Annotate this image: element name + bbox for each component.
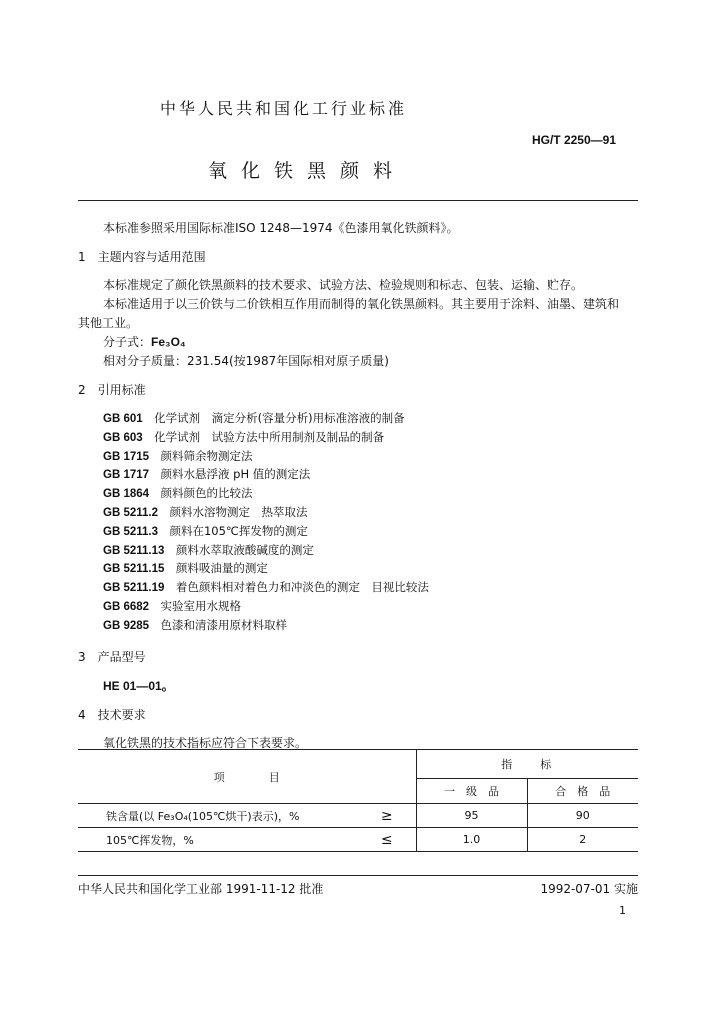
reference-code: GB 9285 (103, 619, 150, 632)
reference-item (103, 485, 253, 501)
reference-title: 颜料颜色的比较法 (160, 486, 253, 501)
formula-line (103, 333, 186, 350)
section-1-para-2-cont: 其他工业。 (78, 316, 139, 330)
table-header-item: 项 目 (78, 750, 416, 804)
reference-code: GB 5211.15 (103, 563, 165, 576)
reference-item (103, 542, 314, 558)
formula-label: 分子式： (103, 335, 152, 349)
section-2-heading: 2 引用标准 (78, 383, 146, 397)
section-4-intro: 氧化铁黑的技术指标应符合下表要求。 (103, 736, 308, 750)
reference-title: 着色颜料相对着色力和冲淡色的测定 目视比较法 (175, 580, 429, 595)
reference-title: 实验室用水规格 (160, 599, 242, 613)
reference-item (103, 560, 268, 576)
reference-item (103, 523, 308, 539)
section-1-para-1: 本标准规定了颜化铁黑颜料的技术要求、试验方法、检验规则和标志、包装、运输、贮存。 (103, 278, 584, 292)
row-grade-2: 90 (527, 804, 638, 828)
table-row (78, 804, 638, 828)
table-header-grade-1: 一 级 品 (416, 779, 527, 804)
reference-code: GB 1864 (103, 488, 150, 501)
row-operator: ≥ (358, 804, 416, 828)
reference-code: GB 5211.3 (103, 525, 158, 538)
reference-item (103, 579, 429, 595)
reference-title: 颜料水萃取液酸碱度的测定 (175, 542, 314, 557)
reference-title: 颜料筛余物测定法 (160, 448, 253, 463)
reference-title: 颜料水溶物测定 热萃取法 (169, 505, 308, 519)
reference-code: GB 5211.19 (103, 582, 165, 595)
table-row (78, 828, 638, 852)
row-operator: ≤ (358, 828, 416, 852)
reference-code: GB 601 (103, 413, 143, 425)
spec-table (78, 749, 638, 852)
row-grade-1: 1.0 (416, 828, 527, 852)
reference-item (103, 617, 287, 633)
reference-title: 颜料在105℃挥发物的测定 (169, 523, 308, 538)
reference-title: 化学试剂 滴定分析(容量分析)用标准溶液的制备 (154, 411, 405, 425)
intro-paragraph: 本标准参照采用国际标准ISO 1248—1974《色漆用氧化铁颜料》。 (103, 221, 459, 235)
row-item: 铁含量(以 Fe₃O₄(105℃烘干)表示)，% (78, 804, 358, 828)
molecular-mass-line: 相对分子质量：231.54(按1987年国际相对原子质量) (103, 354, 389, 368)
section-3-heading: 3 产品型号 (78, 650, 146, 664)
table-header-index: 指 标 (416, 750, 638, 779)
effective-date: 1992-07-01 实施 (540, 882, 638, 896)
reference-item (103, 598, 241, 614)
row-item: 105℃挥发物，% (78, 828, 358, 852)
reference-code: GB 5211.13 (103, 544, 165, 557)
document-title: 氧化铁黑颜料 (208, 160, 407, 182)
formula-value: Fe₃O₄ (151, 335, 186, 349)
reference-title: 颜料水悬浮液 pH 值的测定法 (160, 467, 311, 482)
reference-code: GB 603 (103, 431, 143, 444)
reference-title: 化学试剂 试验方法中所用制剂及制品的制备 (154, 429, 385, 444)
reference-item (103, 504, 307, 520)
org-title: 中华人民共和国化工行业标准 (160, 99, 408, 118)
header-divider (78, 200, 638, 201)
reference-item (103, 410, 405, 426)
table-header-grade-2: 合 格 品 (527, 779, 638, 804)
reference-title: 色漆和清漆用原材料取样 (160, 617, 288, 632)
reference-code: GB 1717 (103, 469, 150, 482)
reference-item (103, 448, 253, 464)
row-grade-1: 95 (416, 804, 527, 828)
reference-item (103, 429, 384, 445)
section-4-heading: 4 技术要求 (78, 708, 146, 722)
page-number: 1 (619, 904, 626, 917)
row-grade-2: 2 (527, 828, 638, 852)
section-1-heading: 1 主题内容与适用范围 (78, 250, 206, 264)
reference-code: GB 1715 (103, 450, 150, 463)
product-model: HE 01—01。 (103, 679, 174, 693)
section-1-para-2: 本标准适用于以三价铁与二价铁相互作用而制得的氧化铁黑颜料。其主要用于涂料、油墨、建筑和 (103, 297, 620, 311)
reference-title: 颜料吸油量的测定 (175, 561, 268, 576)
footer-divider (78, 875, 638, 876)
reference-code: GB 5211.2 (103, 507, 158, 519)
standard-code: HG/T 2250—91 (531, 133, 616, 147)
reference-code: GB 6682 (103, 601, 150, 613)
reference-item (103, 466, 310, 482)
approval-line: 中华人民共和国化学工业部 1991-11-12 批准 (78, 882, 324, 896)
